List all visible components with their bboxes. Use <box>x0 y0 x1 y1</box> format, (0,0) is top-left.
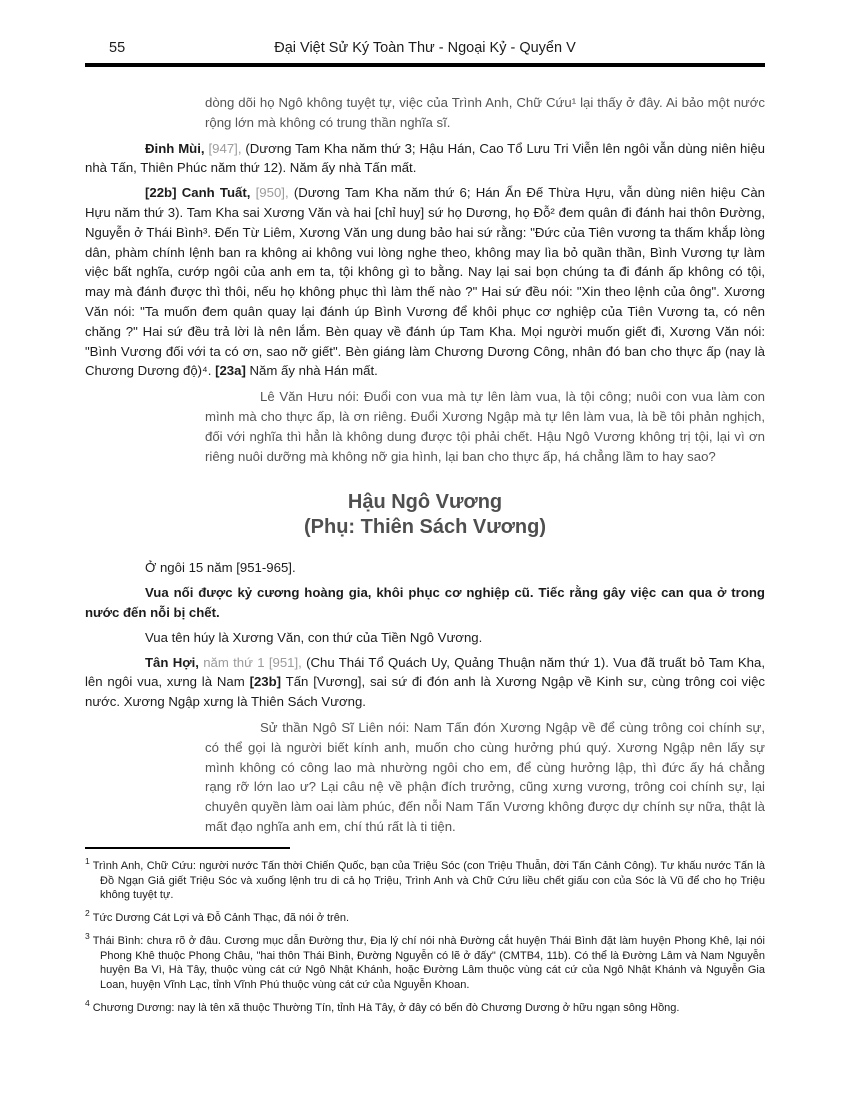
commentary-ngo-si-lien: Sử thần Ngô Sĩ Liên nói: Nam Tấn đón Xương Ngập về để cùng trông coi chính sự, có thể gọi là người biết kính anh, muốn cho cùng hưởng phú quý. Xương Ngập nên lấy sự mình không có công lao mà nhường ngôi cho em, để cùng hưởng lập, thì đức ấy há chẳng rạng rỡ lớn lao ư? Lại câu nệ về phận đích trưởng, cũng xưng vương, trông coi chính sự, lại chuyên quyền làm oai làm phúc, đến nỗi Nam Tấn Vương không được dự chính sự nữa, thật là mất đạo nghĩa anh em, chí thú rất là ti tiện. <box>205 719 765 834</box>
page-header <box>85 40 765 67</box>
footnote-2 <box>85 908 765 926</box>
footnote-3 <box>85 931 765 993</box>
entry-tan-hoi-text2: Tấn [Vương], sai sứ đi đón anh là Xương Ngập về Kinh sư, cùng trông coi việc nước. Xương Ngập xưng là Thiên Sách Vương. <box>85 674 766 710</box>
reign-duration: Ở ngôi 15 năm [951-965]. <box>145 560 296 576</box>
footnote-3-number: 3 <box>85 931 90 942</box>
page-number: 55 <box>109 40 126 56</box>
footnote-1-text: Trình Anh, Chữ Cứu: người nước Tấn thời Chiến Quốc, bạn của Triệu Sóc (con Triệu Thuẫn, đời Tấn Cảnh Công). Tư khấu nước Tấn là Đồ Ngạn Giả giết Triệu Sóc và xuống lệnh tru di cả họ Triệu, Trình Anh và Chữ Cứu liều chết giấu con của Sóc là Vũ để cho họ Triệu không tuyệt tự. <box>92 859 765 902</box>
section-heading-line2: (Phụ: Thiên Sách Vương) <box>303 516 547 539</box>
footnote-1-number: 1 <box>85 856 90 867</box>
footnote-4-number: 4 <box>85 998 90 1009</box>
entry-tan-hoi <box>85 653 765 712</box>
footnote-4 <box>85 998 765 1016</box>
footnote-2-text: Tức Dương Cát Lợi và Đỗ Cảnh Thạc, đã nói ở trên. <box>92 912 350 925</box>
entry-canh-tuat-label: [22b] Canh Tuất, <box>145 185 256 201</box>
entry-tan-hoi-text1: (Chu Thái Tổ Quách Uy, Quảng Thuận năm thứ 1). Vua đã truất bỏ Tam Kha, lên ngôi vua, xưng là Nam <box>85 654 766 690</box>
footnote-separator <box>85 847 290 849</box>
entry-canh-tuat-year: [950], <box>255 185 294 201</box>
entry-dinh-mui-text: (Dương Tam Kha năm thứ 3; Hậu Hán, Cao Tổ Lưu Tri Viễn lên ngôi vẫn dùng niên hiệu nhà Tấn, Thiên Phúc năm thứ 12). Năm ấy nhà Tấn mất. <box>85 140 765 176</box>
entry-tan-hoi-year: năm thứ 1 [951], <box>203 654 307 670</box>
entry-dinh-mui-year: [947], <box>208 140 246 156</box>
folio-marker-23b: [23b] <box>249 674 282 690</box>
folio-marker-23a: [23a] <box>215 363 246 379</box>
page-title: Đại Việt Sử Ký Toàn Thư - Ngoại Kỷ - Quyển V <box>274 40 576 56</box>
footnote-3-text: Thái Bình: chưa rõ ở đâu. Cương mục dẫn Đường thư, Địa lý chí nói nhà Đường cắt huyện Thái Bình đặt làm huyện Phong Khê, lại nói Phong Khê thuộc Phong Châu, "hai thôn Thái Bình, Đường Nguyễn có lẽ ở đấy" (CMTB4, 11b). Có thể là Đường Lâm và Nam Nguyễn huyện Ba Vì, Hà Tây, thuộc vùng cát cứ Ngô Nhật Khánh, hoặc Đường Lâm thuộc vùng cát cứ của Ngô Nhật Khánh và Nguyễn Gia Loan, huyện Vĩnh Lạc, tỉnh Vĩnh Phú thuộc vùng cát cứ của Nguyễn Khoan. <box>92 934 765 992</box>
footnotes-section <box>85 847 765 1016</box>
entry-dinh-mui <box>85 139 765 179</box>
commentary-le-van-huu: Lê Văn Hưu nói: Đuổi con vua mà tự lên làm vua, là tội công; nuôi con vua làm con mình mà cho thực ấp, là ơn riêng. Đuổi Xương Ngập mà tự lên làm vua, là bề tôi phản nghịch, đối với nghĩa thì hẳn là không dung được tội phải chết. Hậu Ngô Vương không trị tội, lại vì ơn riêng nuôi dưỡng mà không nỡ gia hình, lại ban cho thực ấp, há chẳng lầm to hay sao? <box>205 389 765 464</box>
entry-canh-tuat <box>85 183 765 381</box>
commentary-continuation: dòng dõi họ Ngô không tuyệt tự, việc của Trình Anh, Chữ Cứu¹ lại thấy ở đây. Ai bảo một nước rộng lớn mà không có trung thần nghĩa sĩ. <box>205 95 765 130</box>
entry-canh-tuat-text2: Năm ấy nhà Hán mất. <box>245 363 378 379</box>
footnote-1 <box>85 856 765 903</box>
section-heading <box>85 490 765 540</box>
reign-summary: Vua nối được kỷ cương hoàng gia, khôi phục cơ nghiệp cũ. Tiếc rằng gây việc can qua ở trong nước đến nỗi bị chết. <box>85 585 765 620</box>
page-body <box>85 93 765 837</box>
section-heading-line1: Hậu Ngô Vương <box>347 491 503 514</box>
entry-dinh-mui-label: Đinh Mùi, <box>145 140 209 156</box>
entry-tan-hoi-label: Tân Hợi, <box>145 654 204 670</box>
king-name: Vua tên húy là Xương Văn, con thứ của Tiền Ngô Vương. <box>145 629 483 645</box>
footnote-2-number: 2 <box>85 908 90 919</box>
footnote-4-text: Chương Dương: nay là tên xã thuộc Thường Tín, tỉnh Hà Tây, ở đây có bến đò Chương Dương ở hữu ngạn sông Hồng. <box>92 1002 680 1015</box>
entry-canh-tuat-text1: (Dương Tam Kha năm thứ 6; Hán Ẩn Đế Thừa Hựu, vẫn dùng niên hiệu Càn Hựu năm thứ 3). Tam Kha sai Xương Văn và hai [chỉ huy] sứ họ Dương, họ Đỗ² đem quân đi đánh hai thôn Đường, Nguyễn ở Thái Bình³. Đến Từ Liêm, Xương Văn ung dung bảo hai sứ rằng: "Đức của Tiên vương ta thấm khắp lòng dân, phàm chính lệnh ban ra không ai không vui lòng nghe theo, không may lìa bỏ quần thần, Bình Vương tự làm việc bất nghĩa, cướp ngôi của anh em ta, tội không gì to bằng. Nay lại sai bọn chúng ta đi đánh ấp không có tội, may mà đánh được thì thôi, nếu họ không phục thì làm thế nào ?" Hai sứ đều nói: "Xin theo lệnh của ông". Xương Văn nói: "Ta muốn đem quân quay lại đánh úp Bình Vương để khôi phục cơ nghiệp của Tiên Vương ta, có nên chăng ?" Hai sứ đều trả lời là nên lắm. Bèn quay về đánh úp Tam Kha. Mọi người muốn giết đi, Xương Văn nói: "Bình Vương đối với ta có ơn, sao nỡ giết". Bèn giáng làm Chương Dương Công, nhân đó ban cho thực ấp (nay là Chương Dương độ)⁴. <box>85 185 765 379</box>
